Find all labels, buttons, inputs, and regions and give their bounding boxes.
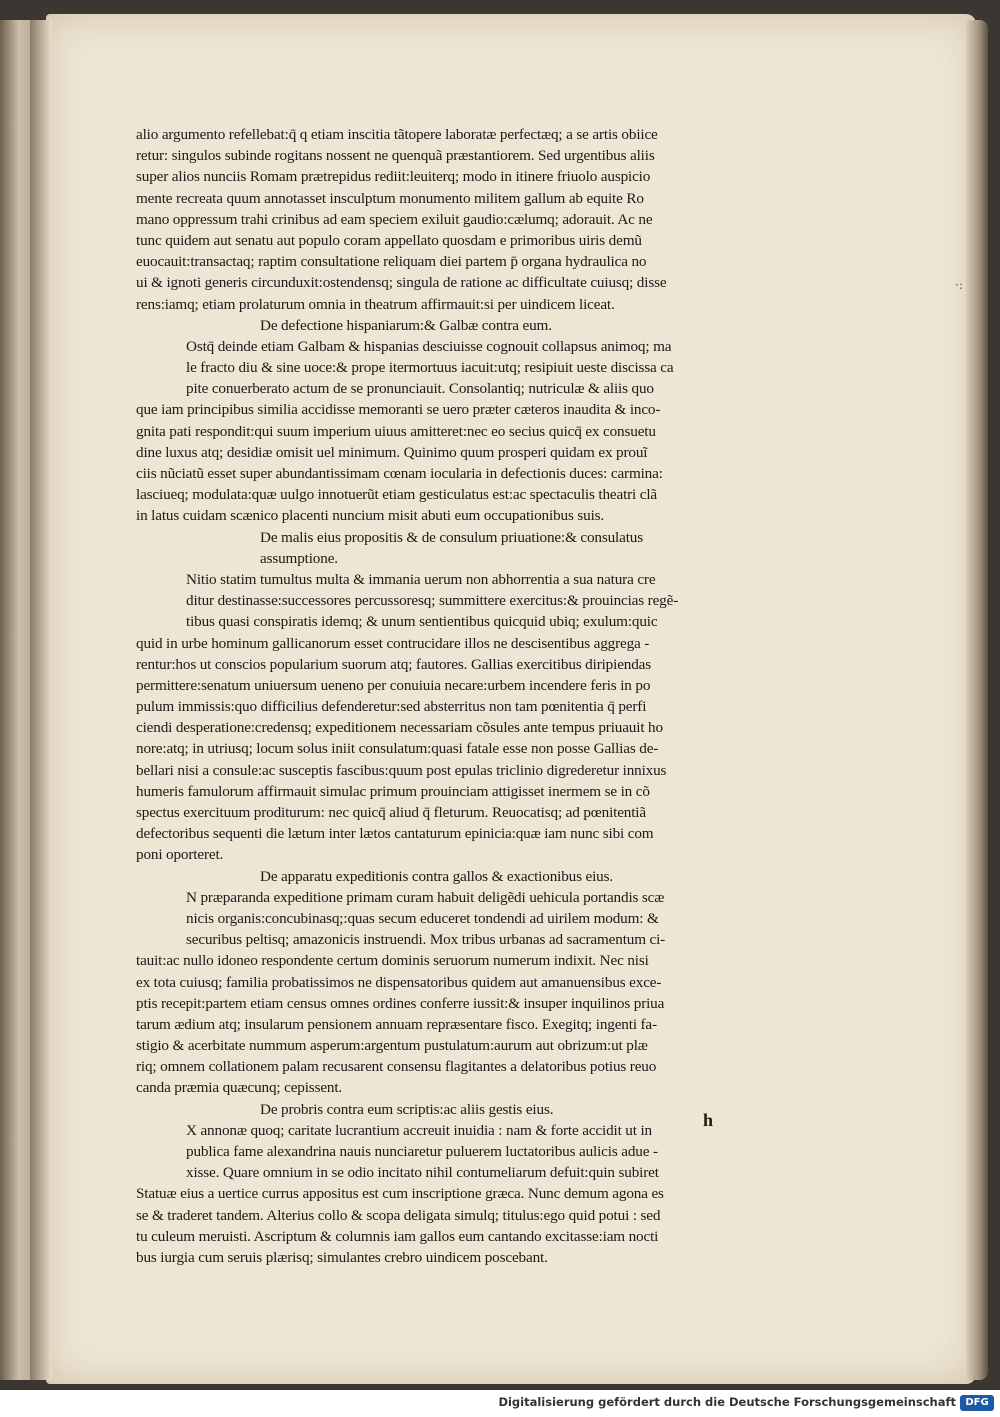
- text-line: le fracto diu & sine uoce:& prope itermortuus iacuit:utq; resipiuit ueste discissa ca: [186, 359, 674, 377]
- text-line: Ostq̄ deinde etiam Galbam & hispanias desciuisse cognouit collapsus animoq; ma: [186, 337, 672, 355]
- footer-credit: Digitalisierung gefördert durch die Deutsche Forschungsgemeinschaft: [498, 1395, 956, 1409]
- dfg-logo-icon: DFG: [960, 1395, 994, 1411]
- text-line: retur: singulos subinde rogitans nossent ne quenquã præstantiorem. Sed urgentibus aliis: [136, 147, 655, 165]
- text-line: publica fame alexandrina nauis nunciaretur puluerem luctatoribus aulicis adue -: [186, 1143, 658, 1160]
- text-line: nore:atq; in utriusq; locum solus iniit consulatum:quasi fatale esse non posse Gallias de-: [136, 740, 659, 758]
- text-line: humeris famulorum affirmauit simulac primum prouinciam attigisset inermem se in cõ: [136, 782, 650, 800]
- text-line: gnita pati respondit:qui suum imperium uiuus amitteret:nec eo secius quicq̄ ex consuetu: [136, 422, 656, 440]
- text-line: rens:iamq; etiam prolaturum omnia in theatrum affirmauit:si per uindicem liceat.: [136, 295, 615, 313]
- left-page-edge: [0, 20, 34, 1380]
- section-heading: De apparatu expeditionis contra gallos & exactionibus eius.: [260, 867, 614, 885]
- text-line: dine luxus atq; desidiæ omisit uel minimum. Quinimo quum prosperi quidam ex prouĩ: [136, 443, 648, 461]
- text-line: ciendi desperatione:credensq; expeditionem necessariam cõsules ante tempus priuauit ho: [136, 719, 663, 737]
- text-line: ui & ignoti generis circunduxit:ostendensq; singula de ratione ac difficultate cuiusq; disse: [136, 274, 667, 292]
- section-heading: assumptione.: [260, 549, 338, 567]
- text-line: tarum ædium atq; insularum pensionem annuam repræsentare fisco. Exegitq; ingenti fa-: [136, 1015, 657, 1033]
- text-line: euocauit:transactaq; raptim consultatione reliquam diei partem p̄ organa hydraulica no: [136, 253, 647, 271]
- text-line: mente recreata quum annotasset insculptum monumento militem gallum ab equite Ro: [136, 189, 644, 207]
- digitization-footer: [0, 1390, 1000, 1417]
- text-line: Nitio statim tumultus multa & immania uerum non abhorrentia a sua natura cre: [186, 570, 656, 588]
- text-line: lasciueq; modulata:quæ uulgo innotuerũt etiam gesticulatus est:ac spectaculis theatri clã: [136, 486, 658, 504]
- text-line: riq; omnem collationem palam recusarent consensu flagitantes a delatoribus potius reuo: [136, 1058, 657, 1076]
- text-line: bellari nisi a consule:ac susceptis fascibus:quum post epulas triclinio digrederetur innixus: [136, 761, 667, 779]
- text-line: stigio & acerbitate nummum asperum:argentum pustulatum:aurum aut obrizum:ut plæ: [136, 1037, 648, 1055]
- text-line: ditur destinasse:successores percussoresq; summittere exercitus:& prouincias regẽ-: [186, 592, 679, 610]
- text-line: securibus peltisq; amazonicis instruendi. Mox tribus urbanas ad sacramentum ci-: [186, 931, 666, 949]
- text-line: permittere:senatum uniuersum ueneno per conuiuia necare:urbem incendere feris in po: [136, 676, 651, 694]
- text-line: quid in urbe hominum gallicanorum esset contrucidare illos ne descisentibus aggrega -: [136, 634, 650, 652]
- text-line: defectoribus sequenti die lætum inter lætos cantaturum epinicia:quæ iam nunc sibi com: [136, 825, 654, 843]
- printed-text-block: [136, 124, 776, 1268]
- text-line: que iam principibus similia accidisse memoranti se uero præter cæteros inaudita & inco-: [136, 401, 661, 419]
- text-line: ex tota cuiusq; familia probatissimos ne dispensatoribus quidem aut amanuensibus exce-: [136, 973, 662, 991]
- section-heading: De defectione hispaniarum:& Galbæ contra eum.: [260, 316, 552, 334]
- text-line: ciis nũciatũ esset super abundantissimam cœnam iocularia in defectionis duces: carmina:: [136, 465, 663, 482]
- page-gutter: [30, 20, 52, 1380]
- text-line: tu culeum meruisti. Ascriptum & columnis iam gallos eum cantando excitasse:iam nocti: [136, 1227, 659, 1245]
- text-line: spectus exercituum proditurum: nec quicq̄ aliud q̄ fleturum. Reuocatisq; ad pœnitentiã: [136, 804, 646, 821]
- page-fore-edge: [966, 20, 988, 1380]
- ink-speck: ·:: [955, 278, 963, 292]
- text-line: canda præmia quæcunq; cepissent.: [136, 1079, 343, 1097]
- section-heading: De malis eius propositis & de consulum priuatione:& consulatus: [260, 528, 643, 546]
- text-line: tibus quasi conspiratis idemq; & unum sentientibus quicquid ubiq; exulum:quic: [186, 613, 658, 631]
- text-line: ptis recepit:partem etiam census omnes ordines conferre iussit:& insuper inquilinos priua: [136, 994, 665, 1012]
- text-line: Statuæ eius a uertice currus appositus est cum inscriptione græca. Nunc demum agona es: [136, 1185, 664, 1203]
- text-line: super alios nunciis Romam prætrepidus rediit:leuiterq; modo in itinere friuolo auspicio: [136, 168, 651, 186]
- text-line: xisse. Quare omnium in se odio incitato nihil contumeliarum defuit:quin subiret: [186, 1164, 659, 1182]
- text-line: bus iurgia cum seruis plærisq; simulantes crebro uindicem poscebant.: [136, 1248, 548, 1266]
- text-line: rentur:hos ut conscios popularium suorum atq; fautores. Gallias exercitibus diripiendas: [136, 655, 652, 673]
- text-line: pite conuerberato actum de se pronunciauit. Consolantiq; nutriculæ & aliis quo: [186, 380, 654, 398]
- text-line: mano oppressum trahi crinibus ad eam speciem exiluit gaudio:cælumq; adorauit. Ac ne: [136, 210, 653, 228]
- text-line: poni oporteret.: [136, 846, 224, 864]
- text-line: se & traderet tandem. Alterius collo & scopa deligata simulq; titulus:ego quid potui : sed: [136, 1206, 661, 1224]
- text-line: tauit:ac nullo idoneo respondente certum dominis seruorum numerum indixit. Nec nisi: [136, 952, 649, 970]
- text-line: pulum immissis:quo difficilius defenderetur:sed absterritus non tam pœnitentia q̄ perfi: [136, 698, 647, 716]
- text-line: X annonæ quoq; caritate lucrantium accreuit inuidia : nam & forte accidit ut in: [186, 1121, 652, 1139]
- text-line: in latus cuidam scænico placenti nuncium misit abuti eum occupationibus suis.: [136, 507, 605, 525]
- signature-mark: h: [703, 1110, 714, 1130]
- text-line: N præparanda expeditione primam curam habuit deligẽdi uehicula portandis scæ: [186, 888, 665, 906]
- text-line: alio argumento refellebat:q̄ q etiam inscitia tãtopere laboratæ perfectæq; a se artis obiice: [136, 126, 658, 143]
- section-heading: De probris contra eum scriptis:ac aliis gestis eius.: [260, 1100, 554, 1118]
- text-line: tunc quidem aut senatu aut populo coram appellato quosdam e primoribus uiris demũ: [136, 231, 642, 249]
- text-line: nicis organis:concubinasq;:quas secum educeret tondendi ad uirilem modum: &: [186, 909, 659, 927]
